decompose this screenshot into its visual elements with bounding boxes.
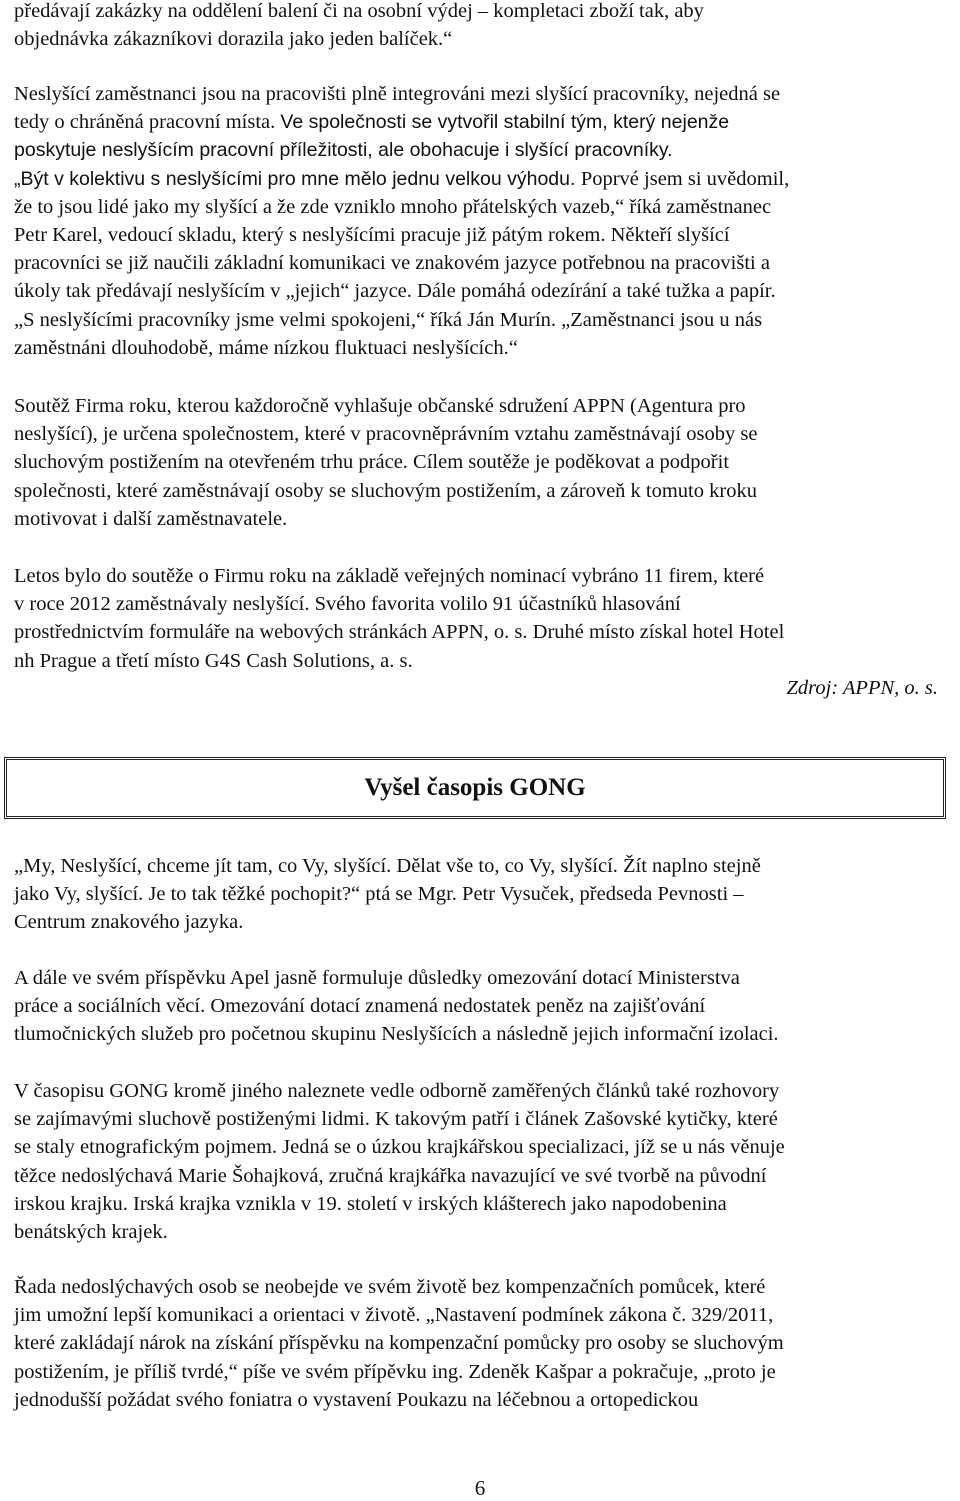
section-title: Vyšel časopis GONG — [364, 774, 586, 801]
integration-text-rest: Poprvé jsem si uvědomil, že to jsou lidé jako my slyšící a že zde vzniklo mnoho přátelských vazeb,“ říká zaměstnanec Petr Karel, vedoucí skladu, který s neslyšícími pracuje již pátým rokem. Někteří slyšící pracovníci se již naučili základní komunikaci ve znakovém jazyce potřebnou na pracovišti a úkoly tak předávají neslyšícím v „jejich“ jazyce. Dále pomáhá odezírání a také tužka a papír. „S neslyšícími pracovníky jsme velmi spokojeni,“ říká Ján Murín. „Zaměstnanci jsou u nás zaměstnáni dlouhodobě, máme nízkou fluktuaci neslyšících.“ — [14, 167, 790, 359]
paragraph-intro-cont: předávají zakázky na oddělení balení či na osobní výdej – kompletaci zboží tak, aby objednávka zákazníkovi dorazila jako jeden balíček.“ — [14, 0, 704, 51]
section-heading-box — [4, 757, 946, 819]
source-note: Zdroj: APPN, o. s. — [786, 677, 938, 699]
page-number: 6 — [474, 1476, 486, 1500]
paragraph-aids: Řada nedoslýchavých osob se neobejde ve svém životě bez kompenzačních pomůcek, které jim umožní lepší komunikaci a orientaci v životě. „Nastavení podmínek zákona č. 329/2011, které zakládají nárok na získání příspěvku na kompenzační pomůcky pro osoby se sluchovým postižením, je příliš tvrdé,“ píše ve svém přípěvku ing. Zdeněk Kašpar a pokračuje, „proto je jednodušší požádat svého foniatra o vystavení Poukazu na léčebnou a ortopedickou — [14, 1276, 784, 1411]
integration-text: Neslyšící zaměstnanci jsou na pracovišti plně integrováni mezi slyšící pracovníky, nejedná se tedy o chráněná pracovní místa. — [14, 83, 781, 134]
paragraph-results: Letos bylo do soutěže o Firmu roku na základě veřejných nominací vybráno 11 firem, které v roce 2012 zaměstnávaly neslyšící. Svého favorita volilo 91 účastníků hlasování prostřednictvím formuláře na webových stránkách APPN, o. s. Druhé místo získal hotel Hotel nh Prague a třetí místo G4S Cash Solutions, a. s. — [14, 565, 785, 672]
paragraph-integration — [14, 80, 954, 362]
paragraph-quote: „My, Neslyšící, chceme jít tam, co Vy, slyšící. Dělat vše to, co Vy, slyšící. Žít naplno stejně jako Vy, slyšící. Je to tak těžké pochopit?“ ptá se Mgr. Petr Vysuček, předseda Pevnosti – Centrum znakového jazyka. — [14, 855, 761, 934]
paragraph-competition: Soutěž Firma roku, kterou každoročně vyhlašuje občanské sdružení APPN (Agentura pro neslyšící), je určena společnostem, které v pracovněprávním vztahu zaměstnávají osoby se sluchovým postižením na otevřeném trhu práce. Cílem soutěže je poděkovat a podpořit společnosti, které zaměstnávají osoby se sluchovým postižením, a zároveň k tomuto kroku motivovat i další zaměstnavatele. — [14, 395, 758, 530]
paragraph-gong-content: V časopisu GONG kromě jiného naleznete vedle odborně zaměřených článků také rozhovory se zajímavými sluchově postiženými lidmi. K takovým patří i článek Zašovské kytičky, které se staly etnografickým pojmem. Jedná se o úzkou krajkářskou specializaci, jíž se u nás věnuje těžce nedoslýchavá Marie Šohajková, zručná krajkářka navazující ve své tvorbě na původní irskou krajku. Irská krajka vznikla v 19. století v irských klášterech jako napodobenina benátských krajek. — [14, 1080, 785, 1244]
integration-text-sans: Ve společnosti se vytvořil stabilní tým, který nejenže poskytuje neslyšícím pracovní příležitosti, ale obohacuje i slyšící pracovníky. „Být v kolektivu s neslyšícími pro mne mělo jednu velkou výhodu. — [14, 111, 730, 190]
paragraph-appeal: A dále ve svém příspěvku Apel jasně formuluje důsledky omezování dotací Ministerstva práce a sociálních věcí. Omezování dotací znamená nedostatek peněz na zajišťování tlumočnických služeb pro početnou skupinu Neslyšících a následně jejich informační izolaci. — [14, 967, 779, 1046]
